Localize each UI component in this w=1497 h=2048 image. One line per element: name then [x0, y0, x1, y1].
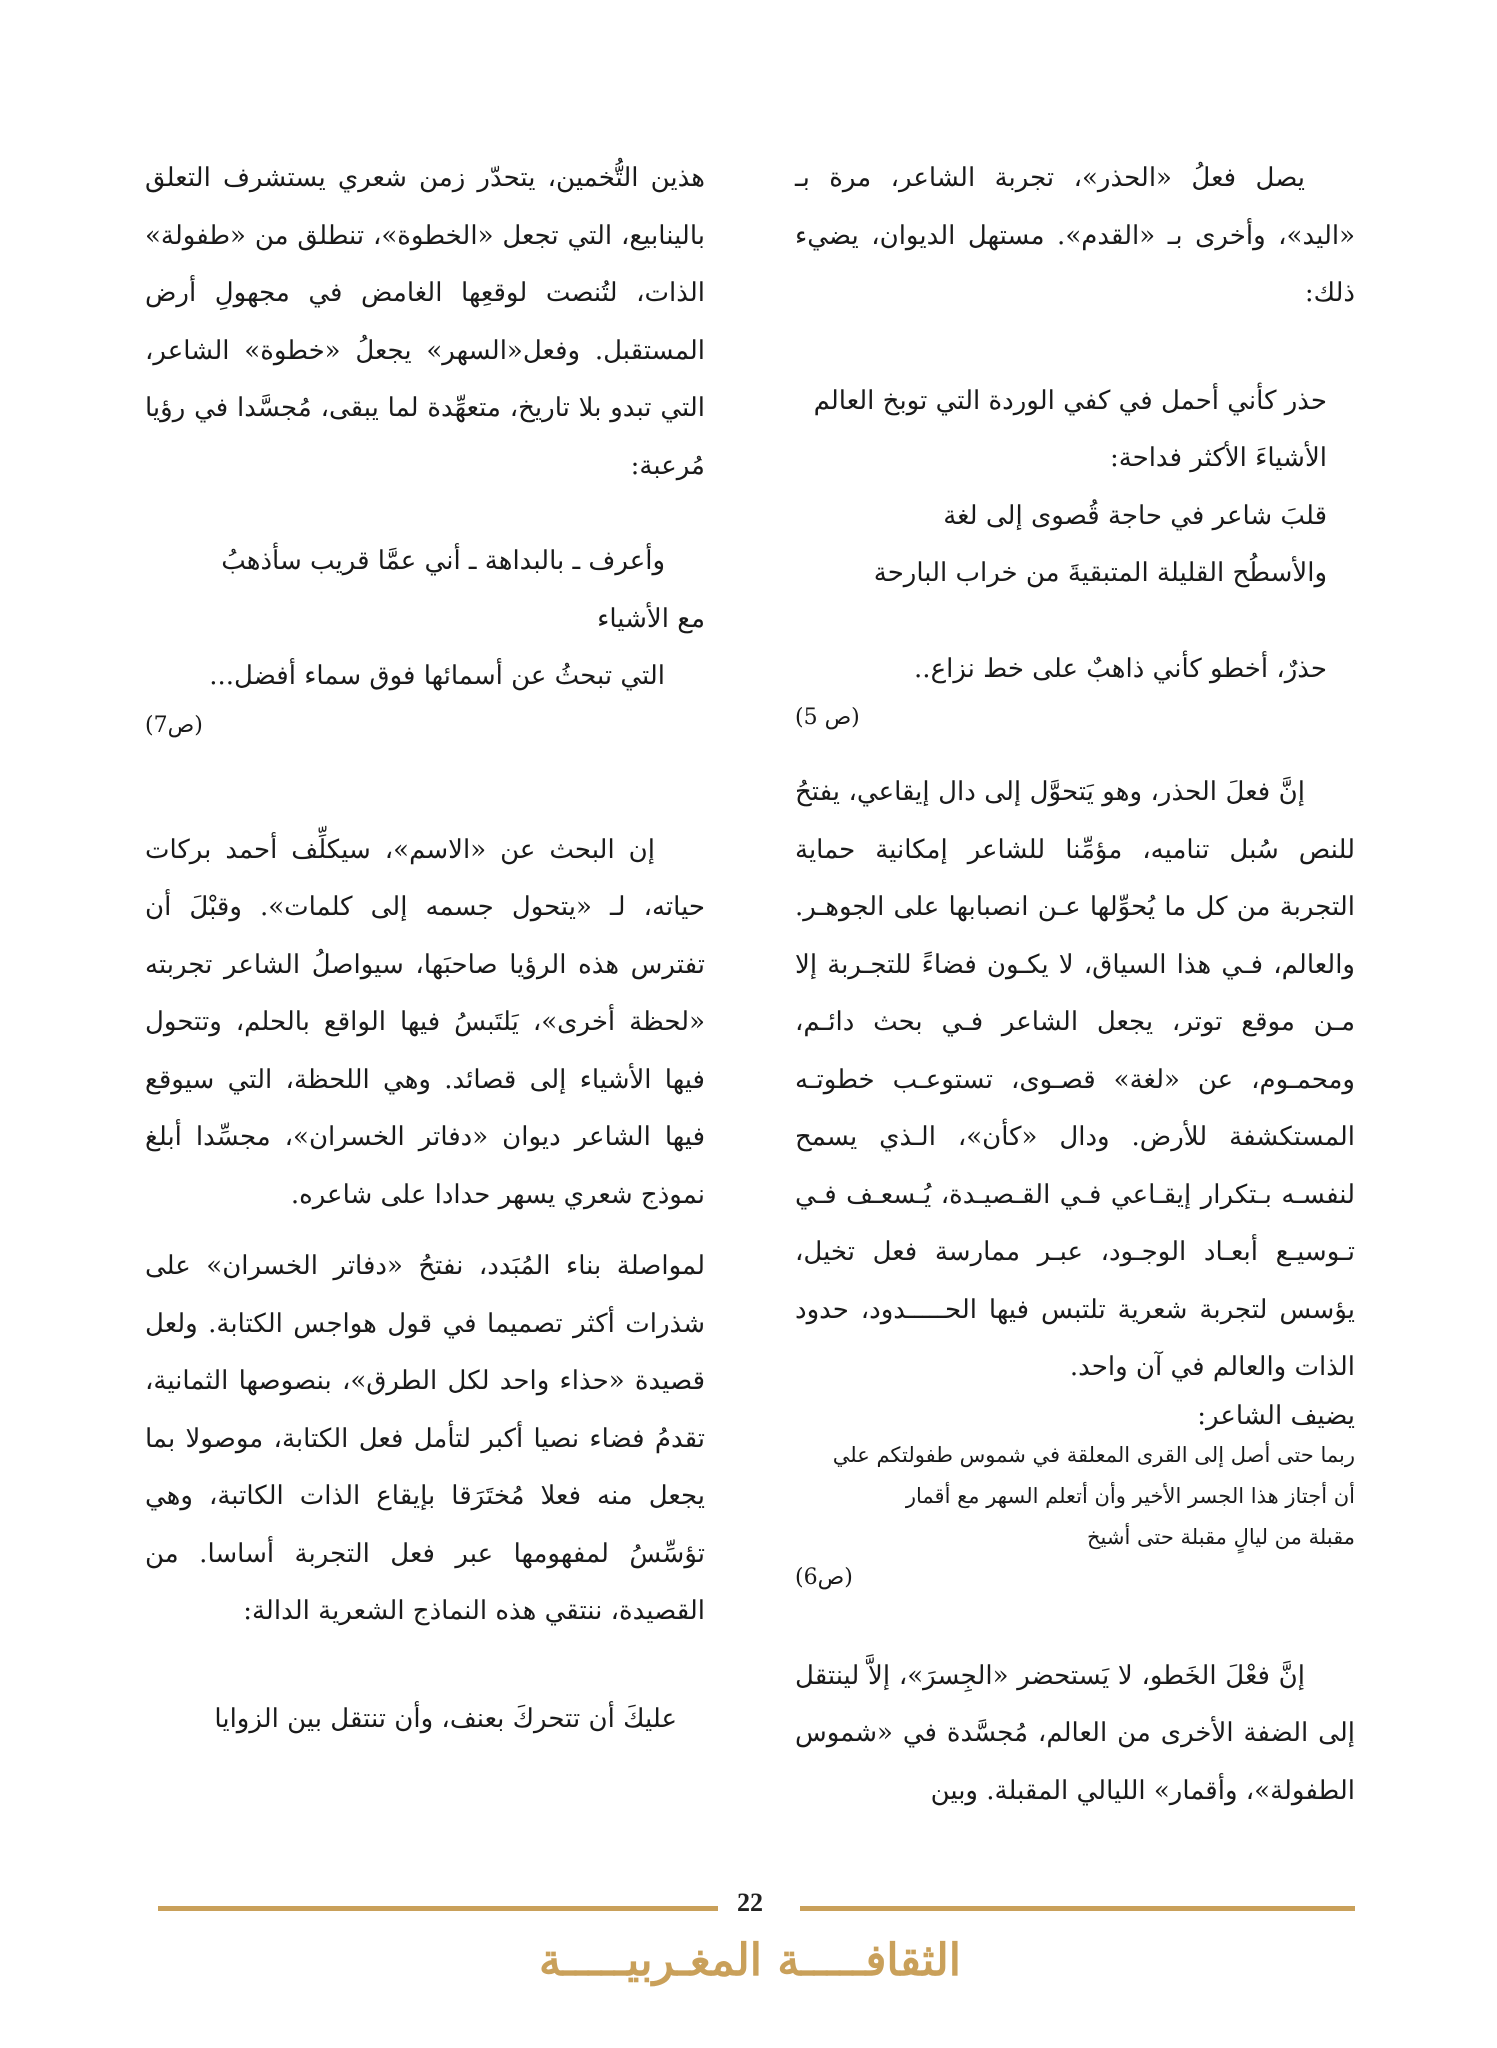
poem-line: عليكَ أن تتحركَ بعنف، وأن تنتقل بين الزوايا	[214, 1703, 677, 1734]
page-reference: (ص7)	[145, 712, 203, 738]
poem-line: مع الأشياء	[597, 603, 705, 634]
poem-line: والأسطُح القليلة المتبقيةَ من خراب البارحة	[873, 558, 1327, 588]
poem-line: وأعرف ـ بالبداهة ـ أني عمَّا قريب سأذهبُ	[221, 546, 665, 576]
footer-rule-right	[800, 1906, 1355, 1911]
left-column	[145, 150, 705, 1748]
page-reference: (ص6)	[795, 1564, 853, 1590]
paragraph: إنَّ فعلَ الحذر، وهو يَتحوَّل إلى دال إيقاعي، يفتحُ للنص سُبل تناميه، مؤمِّنا للشاعر إمكانية حماية التجربة من كل ما يُحوِّلها عـن انصبابها على الجوهـر. والعالم، فـي هذا السياق، لا يكـون فضاءً للتجـربة إلا مـن موقع توتر، يجعل الشاعر فـي بحث دائـم، ومحمـوم، عن «لغة» قصـوى، تستوعـب خطوتـه المستكشفة للأرض. ودال «كأن»، الـذي يسمح لنفسـه بـتكرار إيقـاعي فـي القـصيـدة، يُـسعـف فـي تـوسيـع أبعـاد الوجـود، عبـر ممارسة فعل تخيل، يؤسس لتجربة شعرية تلتبس فيها الحـــــدود، حدود الذات والعالم في آن واحد.	[795, 777, 1355, 1382]
poem-line: التي تبحثُ عن أسمائها فوق سماء أفضل...	[209, 661, 665, 691]
footer-rule-left	[158, 1906, 718, 1911]
quote-line: أن أجتاز هذا الجسر الأخير وأن أتعلم السهر مع أقمار	[905, 1483, 1355, 1508]
paragraph: هذين التُّخمين، يتحدّر زمن شعري يستشرف التعلق بالينابيع، التي تجعل «الخطوة»، تنطلق من «طفولة» الذات، لتُنصت لوقعِها الغامض في مجهولِ أرض المستقبل. وفعل«السهر» يجعلُ «خطوة» الشاعر، التي تبدو بلا تاريخ، متعهِّدة لما يبقى، مُجسَّدا في رؤيا مُرعبة:	[145, 163, 705, 481]
poem-line: حذرٌ، أخطو كأني ذاهبٌ على خط نزاع..	[914, 653, 1327, 684]
paragraph: لمواصلة بناء المُبَدد، نفتحُ «دفاتر الخسران» على شذرات أكثر تصميما في قول هواجس الكتابة. ولعل قصيدة «حذاء واحد لكل الطرق»، بنصوصها الثمانية، تقدمُ فضاء نصيا أكبر لتأمل فعل الكتابة، موصولا بما يجعل منه فعلا مُختَرَقا بإيقاع الذات الكاتبة، وهي تؤسِّسُ لمفهومها عبر فعل التجربة أساسا. من القصيدة، ننتقي هذه النماذج الشعرية الدالة:	[145, 1251, 705, 1626]
poem-line: الأشياءَ الأكثر فداحة:	[1109, 443, 1327, 473]
page-reference: (ص 5)	[795, 705, 860, 730]
right-column	[795, 150, 1355, 1820]
poem-line: حذر كأني أحمل في كفي الوردة التي توبخ العالم	[813, 385, 1327, 416]
magazine-title: الثقافـــــة المغـربيـــــة	[539, 1935, 961, 1986]
paragraph: إن البحث عن «الاسم»، سيكلِّف أحمد بركات حياته، لـ «يتحول جسمه إلى كلمات». وقبْلَ أن تفترس هذه الرؤيا صاحبَها، سيواصلُ الشاعر تجربته «لحظة أخرى»، يَلتَبسُ فيها الواقع بالحلم، وتتحول فيها الأشياء إلى قصائد. وهي اللحظة، التي سيوقع فيها الشاعر ديوان «دفاتر الخسران»، مجسِّدا أبلغ نموذج شعري يسهر حدادا على شاعره.	[145, 834, 705, 1210]
paragraph: إنَّ فعْلَ الخَطو، لا يَستحضر «الجِسرَ»، إلاَّ لينتقل إلى الضفة الأخرى من العالم، مُجسَّدة في «شموس الطفولة»، وأقمار» الليالي المقبلة. وبين	[795, 1660, 1355, 1806]
paragraph: يصل فعلُ «الحذر»، تجربة الشاعر، مرة بـ «اليد»، وأخرى بـ «القدم». مستهل الديوان، يضيء ذلك:	[795, 163, 1355, 308]
poem-line: قلبَ شاعر في حاجة قُصوى إلى لغة	[943, 500, 1327, 531]
quote-line: مقبلة من ليالٍ مقبلة حتى أشيخ	[1087, 1524, 1355, 1549]
quote-line: ربما حتى أصل إلى القرى المعلقة في شموس طفولتكم علي	[832, 1442, 1355, 1467]
paragraph: يضيف الشاعر:	[1197, 1400, 1355, 1431]
page-number: 22	[737, 1888, 763, 1917]
